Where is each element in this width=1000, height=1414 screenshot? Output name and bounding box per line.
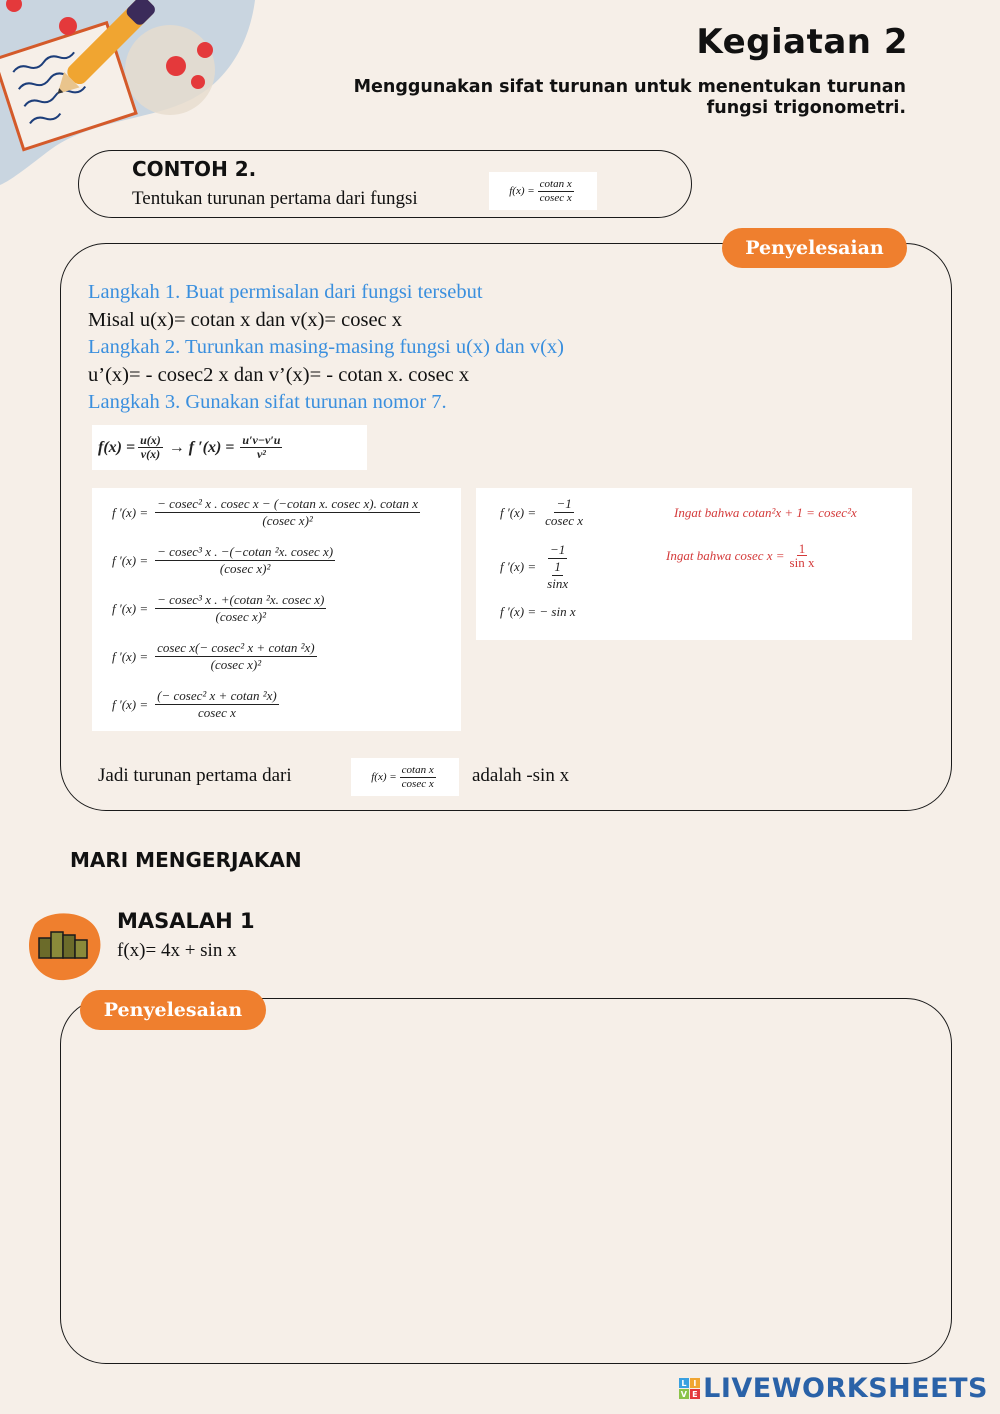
subtitle-line-2: fungsi trigonometri. [706, 98, 906, 118]
derivation-lhs: f ′(x) = [112, 696, 149, 712]
page-title: Kegiatan 2 [696, 22, 908, 62]
formula-fraction [400, 764, 436, 791]
derivation-fraction [155, 496, 420, 529]
derivation-numerator: (− cosec² x + cotan ²x) [157, 688, 277, 703]
derivation-denominator: (cosec x)² [215, 609, 266, 624]
solution-badge: Penyelesaian [722, 228, 907, 268]
formula-lhs: f(x) = [371, 771, 397, 783]
derivation-lhs: f ′(x) = [112, 504, 149, 520]
derivation-denominator: (cosec x)² [262, 513, 313, 528]
example-question: Tentukan turunan pertama dari fungsi [132, 188, 418, 209]
derivation-numerator: −1 [556, 496, 572, 511]
formula-numerator: cotan x [401, 763, 434, 776]
step-1-heading: Langkah 1. Buat permisalan dari fungsi tersebut [88, 281, 483, 303]
nested-numerator: 1 [554, 559, 561, 574]
derivation-row [112, 688, 282, 721]
derivation-numerator: − cosec³ x . −(−cotan ²x. cosec x) [157, 544, 334, 559]
derivation-lhs: f ′(x) = [112, 648, 149, 664]
formula-lhs: f(x) = [509, 185, 535, 197]
quotient-rule-formula [92, 425, 367, 470]
derivation-nested-fraction [543, 559, 572, 592]
derivation-row [500, 542, 575, 592]
derivation-denominator: (cosec x)² [219, 561, 271, 576]
logo-letter: I [690, 1378, 700, 1388]
derivation-row [112, 592, 329, 625]
page-subtitle [266, 77, 906, 119]
conclusion-suffix: adalah -sin x [472, 765, 570, 786]
derivation-denominator: cosec x [197, 705, 236, 720]
derivation-fraction [543, 496, 585, 529]
rule-denominator-2: v² [256, 447, 266, 461]
derivation-numerator: − cosec² x . cosec x − (−cotan x. cosec x). cotan x [157, 496, 419, 511]
identity-note-cotan: Ingat bahwa cotan²x + 1 = cosec²x [674, 505, 857, 520]
subtitle-line-1: Menggunakan sifat turunan untuk menentukan turunan [353, 77, 906, 97]
formula-fraction [538, 178, 574, 205]
conclusion-prefix: Jadi turunan pertama dari [98, 765, 292, 786]
example-heading: CONTOH 2. [132, 157, 257, 181]
derivation-right [476, 488, 912, 640]
logo-letter: E [690, 1389, 700, 1399]
formula-denominator: cosec x [539, 191, 572, 204]
derivation-fraction [155, 592, 326, 625]
books-icon [25, 910, 103, 982]
derivation-fraction [155, 544, 335, 577]
rule-lhs: f(x) = [98, 438, 136, 456]
rule-numerator-2: u′v−v′u [242, 433, 281, 447]
problem-text: f(x)= 4x + sin x [117, 940, 237, 961]
rule-arrow: → f ′(x) = [168, 438, 235, 456]
formula-numerator: cotan x [539, 177, 572, 190]
identity-note-cosec [666, 542, 819, 569]
derivation-fraction [155, 688, 279, 721]
brand-name: LIVEWORKSHEETS [703, 1373, 988, 1404]
rule-numerator-1: u(x) [140, 433, 161, 447]
note-text: Ingat bahwa cosec x = [666, 547, 785, 563]
liveworksheets-logo [679, 1373, 988, 1404]
derivation-final-row [500, 604, 576, 620]
problem-title: MASALAH 1 [117, 909, 255, 933]
answer-area[interactable] [60, 998, 952, 1364]
derivation-lhs: f ′(x) = [112, 600, 149, 616]
rule-denominator-1: v(x) [140, 447, 161, 461]
logo-letter: L [679, 1378, 689, 1388]
logo-letter: V [680, 1389, 688, 1399]
rule-fraction-2 [240, 434, 282, 461]
step-2-heading: Langkah 2. Turunkan masing-masing fungsi u(x) dan v(x) [88, 336, 564, 358]
derivation-row [500, 496, 588, 529]
step-1-text: Misal u(x)= cotan x dan v(x)= cosec x [88, 309, 403, 331]
derivation-numerator: −1 [549, 542, 566, 557]
derivation-fraction [155, 640, 316, 673]
derivation-denominator: cosec x [545, 513, 584, 528]
section-title: MARI MENGERJAKAN [70, 848, 302, 872]
derivation-row [112, 496, 423, 529]
derivation-numerator: − cosec³ x . +(cotan ²x. cosec x) [157, 592, 325, 607]
derivation-row [112, 544, 338, 577]
derivation-lhs: f ′(x) = [112, 552, 149, 568]
note-fraction [788, 542, 817, 569]
conclusion-formula [351, 758, 459, 796]
derivation-lhs: f ′(x) = [500, 504, 537, 520]
derivation-denominator: (cosec x)² [210, 657, 262, 672]
derivation-left [92, 488, 461, 731]
answer-badge: Penyelesaian [80, 990, 266, 1030]
derivation-final: f ′(x) = − sin x [500, 604, 576, 619]
step-3-heading: Langkah 3. Gunakan sifat turunan nomor 7. [88, 391, 447, 413]
derivation-row [112, 640, 320, 673]
note-denominator: sin x [789, 555, 815, 570]
derivation-lhs: f ′(x) = [500, 559, 537, 574]
step-2-text: u’(x)= - cosec2 x dan v’(x)= - cotan x. cosec x [88, 364, 470, 386]
example-formula [489, 172, 597, 210]
note-numerator: 1 [798, 541, 806, 556]
nested-denominator: sinx [547, 576, 569, 591]
brand-logo-mark [679, 1378, 700, 1399]
formula-denominator: cosec x [401, 777, 434, 790]
rule-fraction-1 [138, 434, 163, 461]
derivation-fraction [543, 542, 572, 592]
derivation-numerator: cosec x(− cosec² x + cotan ²x) [157, 640, 315, 655]
